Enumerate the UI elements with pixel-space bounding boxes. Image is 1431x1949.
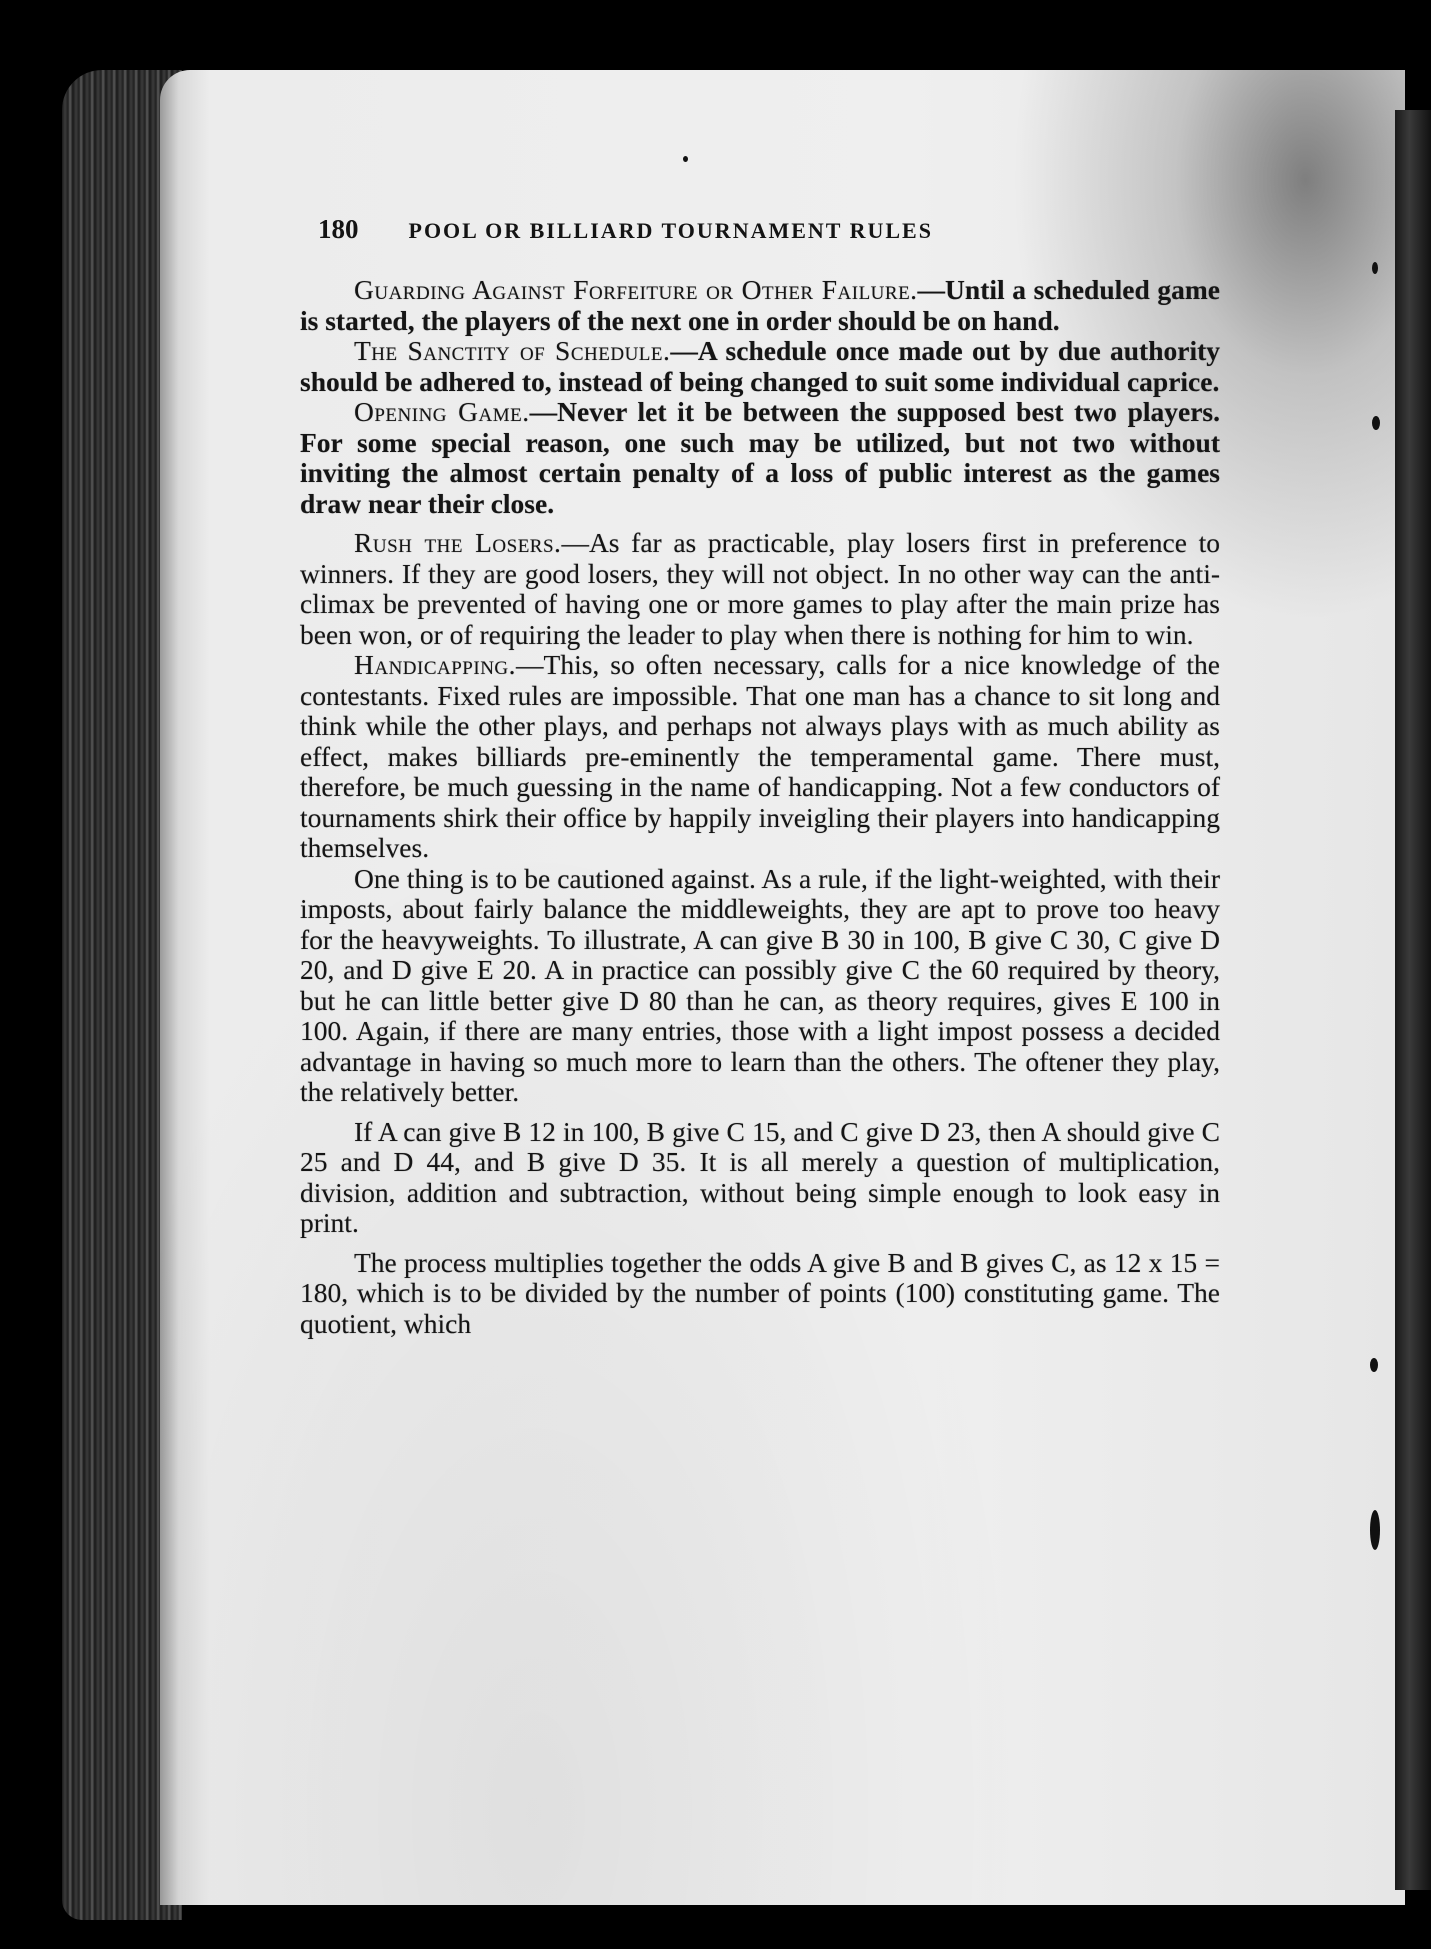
- paragraph-heading: Opening Game.: [354, 396, 530, 427]
- paragraph-heading: Rush the Losers.: [354, 527, 562, 558]
- paragraph-handicapping: [300, 650, 1220, 864]
- ink-speck: [1372, 416, 1380, 430]
- paragraph-caution: [300, 864, 1220, 1108]
- paragraph-heading: Handicapping.: [354, 649, 517, 680]
- paragraph-body: —As far as practicable, play losers first in preference to winners. If they are good losers, they will not object. In no other way can the anti-climax be prevented of having one or more games to play after the main prize has been won, or of requiring the leader to play when there is nothing for him to win.: [300, 527, 1221, 650]
- ink-speck: [1372, 262, 1378, 274]
- paragraph-opening-game: [300, 397, 1220, 519]
- paragraph-process: [300, 1248, 1220, 1340]
- paragraph-heading: Guarding Against Forfeiture or Other Failure.: [354, 274, 918, 305]
- paragraph-heading: The Sanctity of Schedule.: [354, 335, 671, 366]
- paragraph-body: —Until a scheduled game is started, the players of the next one in order should be on hand.: [300, 274, 1220, 336]
- paragraph-body: If A can give B 12 in 100, B give C 15, and C give D 23, then A should give C 25 and D 44, and B give D 35. It is all merely a question of multiplication, division, addition and subtraction, without being simple enough to look easy in print.: [300, 1115, 1220, 1238]
- paragraph-rush-losers: [300, 528, 1220, 650]
- running-head: [318, 214, 1098, 245]
- paragraph-sanctity: [300, 336, 1220, 397]
- ink-speck: [1370, 1358, 1378, 1372]
- ink-speck: [683, 156, 688, 162]
- running-title: POOL OR BILLIARD TOURNAMENT RULES: [408, 218, 933, 243]
- paragraph-example: [300, 1117, 1220, 1239]
- ink-speck: [1370, 1510, 1380, 1550]
- paragraph-body: —A schedule once made out by due authority should be adhered to, instead of being changed to suit some individual caprice.: [300, 335, 1220, 397]
- paragraph-body: —Never let it be between the supposed best two players. For some special reason, one such may be utilized, but not two without inviting the almost certain penalty of a loss of public interest as the games draw near their close.: [300, 396, 1221, 519]
- paragraph-body: —This, so often necessary, calls for a nice knowledge of the contestants. Fixed rules are impossible. That one man has a chance to sit long and think while the other plays, and perhaps not always plays with as much ability as effect, makes billiards pre-eminently the temperamental game. There must, therefore, be much guessing in the name of handicapping. Not a few conductors of tournaments shirk their office by happily inveigling their players into handicapping themselves.: [300, 649, 1220, 863]
- paragraph-guarding: [300, 275, 1220, 336]
- facing-page-edge: [1395, 110, 1431, 1890]
- body-text: [300, 275, 1220, 1339]
- page-number: 180: [318, 214, 359, 244]
- paragraph-body: One thing is to be cautioned against. As a rule, if the light-weighted, with their imposts, about fairly balance the middleweights, they are apt to prove too heavy for the heavyweights. To illustrate, A can give B 30 in 100, B give C 30, C give D 20, and D give E 20. A in practice can possibly give C the 60 required by theory, but he can little better give D 80 than he can, as theory requires, gives E 100 in 100. Again, if there are many entries, those with a light impost possess a decided advantage in having so much more to learn than the others. The oftener they play, the relatively better.: [300, 862, 1220, 1107]
- paragraph-body: The process multiplies together the odds A give B and B gives C, as 12 x 15 = 180, which is to be divided by the number of points (100) constituting game. The quotient, which: [300, 1246, 1220, 1339]
